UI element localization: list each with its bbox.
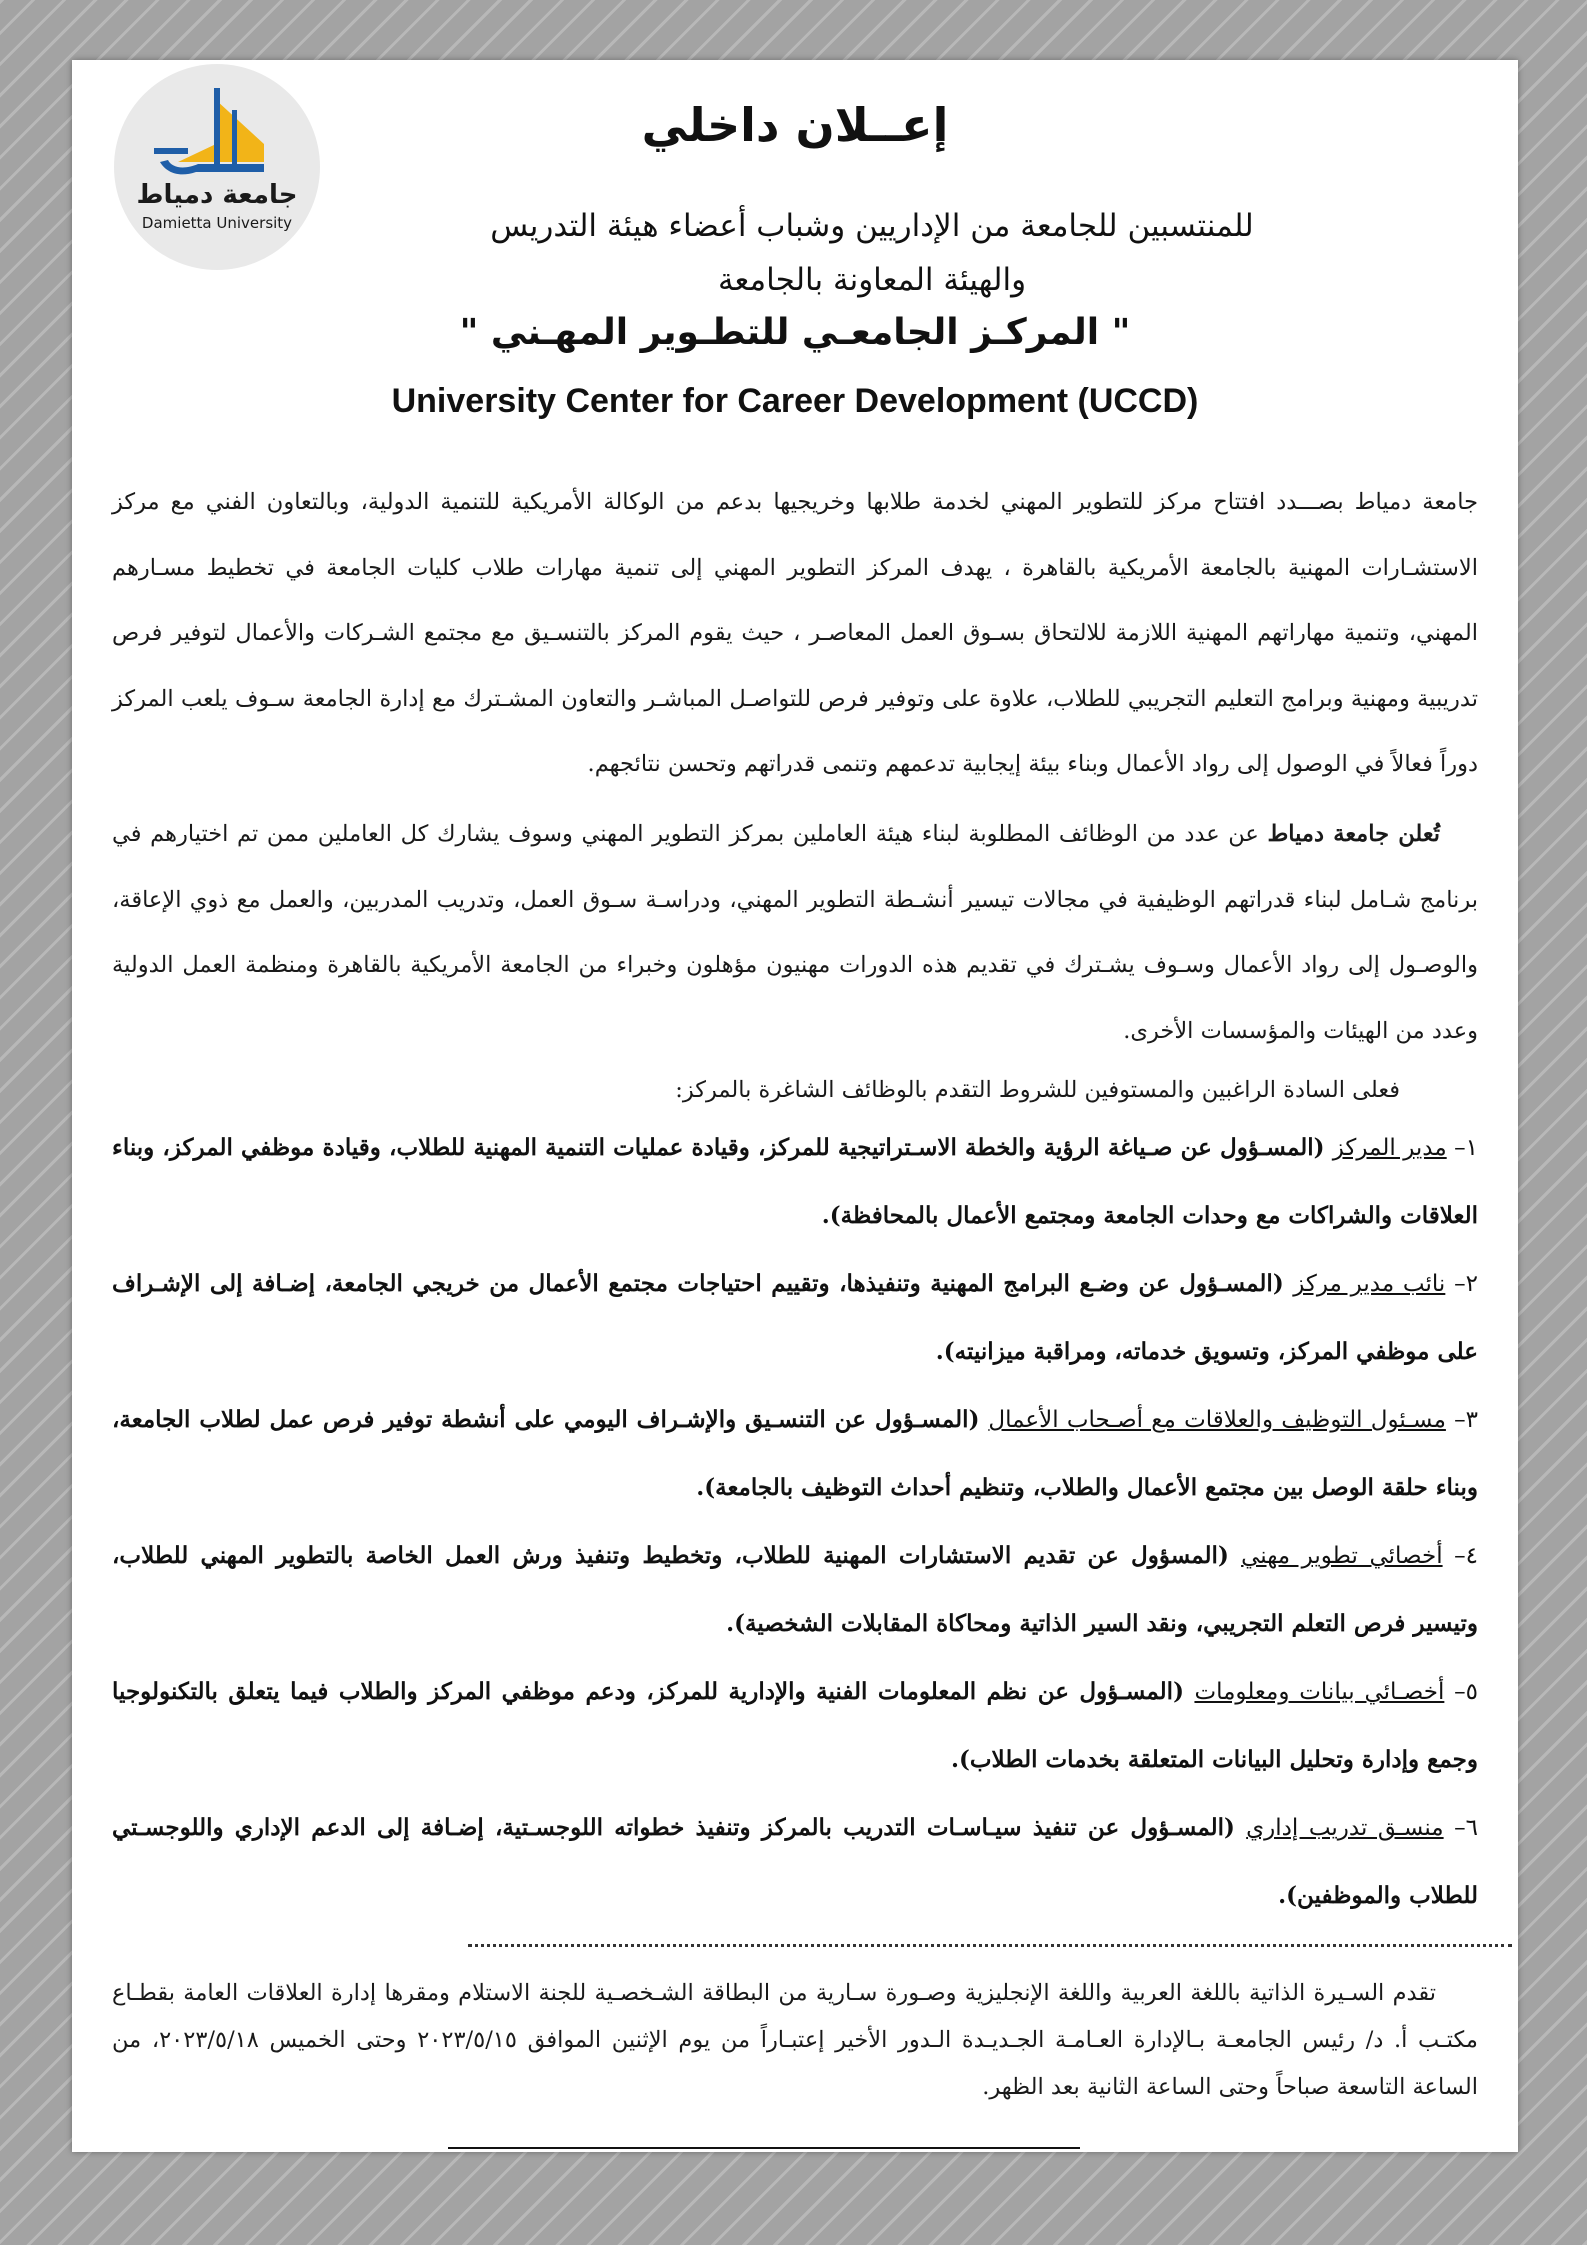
job-description: (المسـؤول عن التنسـيق والإشـراف اليومي على أنشطة توفير فرص عمل لطلاب الجامعة، وبناء حلقة الوصل بين مجتمع الأعمال والطلاب، وتنظيم أحداث التوظيف بالجامعة). bbox=[112, 1406, 1478, 1501]
job-title: أخصـائي بيانات ومعلومات bbox=[1194, 1679, 1445, 1705]
application-note: تقدم السـيرة الذاتية باللغة العربية واللغة الإنجليزية وصـورة سـارية من البطاقة الشـخصـية للجنة الاستلام ومقرها إدارة العلاقات العامة بقطـاع مكتـب أ. د/ رئيس الجامعـة بـالإدارة العـامـة الجـديـدة الـدور الأخير إعتبـاراً من يوم الإثنين الموافق ٢٠٢٣/٥/١٥ وحتى الخميس ٢٠٢٣/٥/١٨، من الساعة التاسعة صباحاً وحتى الساعة الثانية بعد الظهر. bbox=[112, 1980, 1478, 2100]
lead-in-line: فعلى السادة الراغبين والمستوفين للشروط التقدم بالوظائف الشاغرة بالمركز: bbox=[675, 1077, 1400, 1103]
logo-name-arabic: جامعة دمياط bbox=[136, 180, 298, 210]
announce-body: عن عدد من الوظائف المطلوبة لبناء هيئة العاملين بمركز التطوير المهني وسوف يشارك كل العاملين ممن تم اختيارهم في برنامج شـامل لبناء قدراتهم الوظيفية في مجالات تيسير أنشـطة التطوير المهني، ودراسـة سـوق العمل، وتدريب المدربين، والعمل مع ذوي الإعاقة، والوصـول إلى رواد الأعمال وسـوف يشـترك في تقديم هذه الدورات مهنيون مؤهلون وخبراء من الجامعة الأمريكية بالقاهرة ومنظمة العمل الدولية وعدد من الهيئات والمؤسسات الأخرى. bbox=[112, 821, 1478, 1044]
job-number: ٥– bbox=[1444, 1679, 1479, 1705]
job-item bbox=[112, 1658, 1478, 1794]
job-item bbox=[112, 1114, 1478, 1250]
job-item bbox=[112, 1522, 1478, 1658]
job-title: نائب مدير مركز bbox=[1293, 1271, 1446, 1297]
dotted-divider bbox=[468, 1944, 1512, 1947]
announcement-title: إعــلان داخلي bbox=[641, 98, 949, 152]
job-description: (المسؤول عن تقديم الاستشارات المهنية للطلاب، وتخطيط وتنفيذ ورش العمل الخاصة بالتطوير المهني للطلاب، وتيسير فرص التعلم التجريبي، ونقد السير الذاتية ومحاكاة المقابلات الشخصية). bbox=[112, 1542, 1478, 1637]
logo-emblem-icon bbox=[114, 64, 320, 270]
jobs-list bbox=[112, 1114, 1478, 1930]
job-description: (المسـؤول عن نظم المعلومات الفنية والإدارية للمركز، ودعم موظفي المركز والطلاب فيما يتعلق بالتكنولوجيا وجمع وإدارة وتحليل البيانات المتعلقة بخدمات الطلاب). bbox=[112, 1678, 1478, 1773]
job-title: مدير المركز bbox=[1332, 1135, 1447, 1161]
audience-line-1: للمنتسبين للجامعة من الإداريين وشباب أعضاء هيئة التدريس bbox=[490, 208, 1254, 244]
audience-line-2: والهيئة المعاونة بالجامعة bbox=[717, 262, 1027, 298]
job-number: ٤– bbox=[1442, 1543, 1479, 1569]
job-title: أخصائي تطوير مهني bbox=[1241, 1543, 1443, 1569]
university-logo bbox=[114, 64, 320, 270]
center-name-arabic: " المركـز الجامعـي للتطـوير المهـني " bbox=[459, 312, 1131, 353]
job-number: ٣– bbox=[1445, 1407, 1479, 1433]
job-item bbox=[112, 1794, 1478, 1930]
job-description: (المسـؤول عن صـياغة الرؤية والخطة الاسـتراتيجية للمركز، وقيادة عمليات التنمية المهنية للطلاب، وقيادة موظفي المركز، وبناء العلاقات والشراكات مع وحدات الجامعة ومجتمع الأعمال بالمحافظة). bbox=[112, 1134, 1478, 1229]
job-item bbox=[112, 1250, 1478, 1386]
job-number: ٦– bbox=[1443, 1815, 1478, 1841]
job-description: (المسـؤول عن تنفيذ سيـاسـات التدريب بالمركز وتنفيذ خطواته اللوجسـتية، إضـافة إلى الدعم الإداري واللوجسـتي للطلاب والموظفين). bbox=[112, 1814, 1478, 1909]
job-number: ٢– bbox=[1445, 1271, 1478, 1297]
bottom-rule bbox=[448, 2147, 1080, 2149]
job-description: (المسـؤول عن وضـع البرامج المهنية وتنفيذها، وتقييم احتياجات مجتمع الأعمال من خريجي الجامعة، إضـافة إلى الإشـراف على موظفي المركز، وتسويق خدماته، ومراقبة ميزانيته). bbox=[112, 1270, 1478, 1365]
job-title: مسـئول التوظيف والعلاقات مع أصـحاب الأعمال bbox=[988, 1407, 1446, 1433]
announcement-sheet bbox=[72, 60, 1518, 2152]
center-name-english: University Center for Career Development (UCCD) bbox=[391, 382, 1199, 420]
job-title: منسـق تدريب إداري bbox=[1246, 1815, 1444, 1841]
logo-name-english: Damietta University bbox=[141, 214, 293, 232]
intro-paragraph: جامعة دمياط بصـــدد افتتاح مركز للتطوير المهني لخدمة طلابها وخريجيها بدعم من الوكالة الأمريكية للتنمية الدولية، وبالتعاون الفني مع مركز الاستشـارات المهنية بالجامعة الأمريكية بالقاهرة ، يهدف المركز التطوير المهني إلى تنمية مهارات طلاب كليات الجامعة في تخطيط مسـارهم المهني، وتنمية مهاراتهم المهنية اللازمة للالتحاق بسـوق العمل المعاصـر ، حيث يقوم المركز بالتنسـيق مع مجتمع الشـركات والأعمال لتوفير فرص تدريبية ومهنية وبرامج التعليم التجريبي للطلاب، علاوة على وتوفير فرص للتواصـل المباشـر والتعاون المشـترك مع إدارة الجامعة سـوف يلعب المركز دوراً فعالاً في الوصول إلى رواد الأعمال وبناء بيئة إيجابية تدعمهم وتنمى قدراتهم وتحسن نتائجهم. bbox=[112, 489, 1478, 778]
job-number: ١– bbox=[1446, 1135, 1479, 1161]
announce-lead: تُعلن جامعة دمياط bbox=[1267, 821, 1440, 847]
job-item bbox=[112, 1386, 1478, 1522]
announce-paragraph bbox=[112, 802, 1478, 1064]
